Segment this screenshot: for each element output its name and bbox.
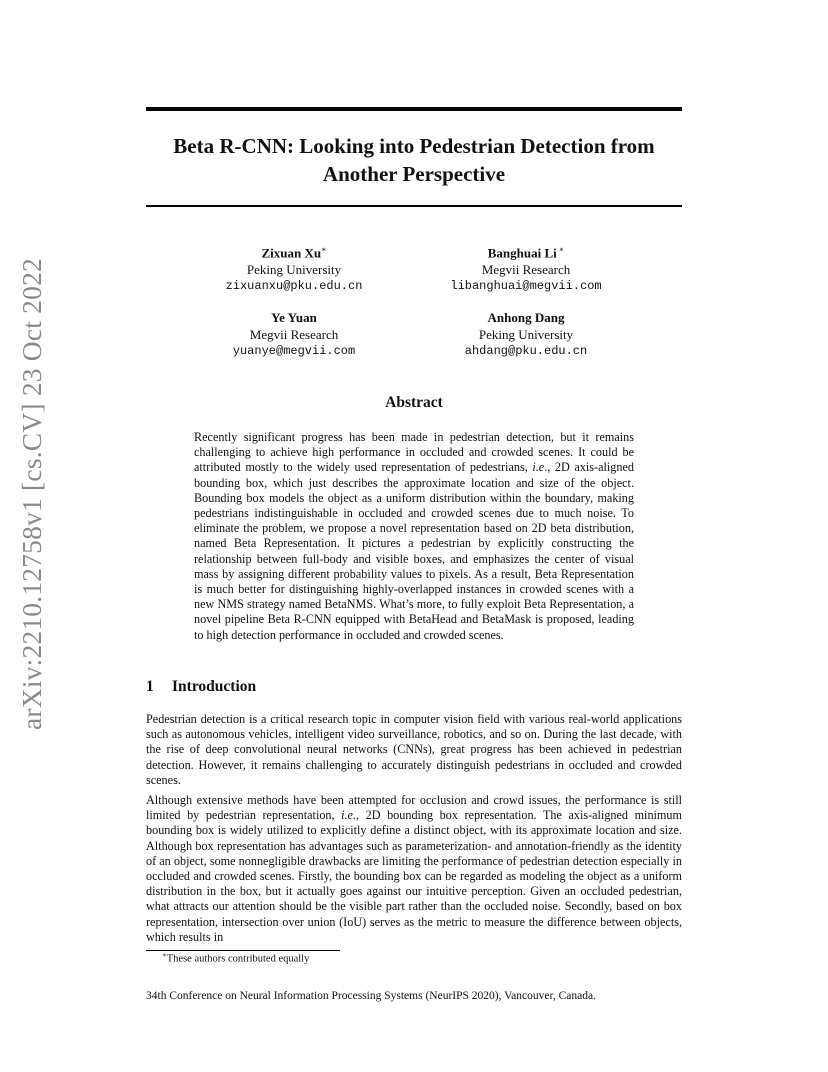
author-affiliation: Peking University [246,261,342,277]
paper-title [146,132,682,188]
author-block [174,310,414,360]
author-block [174,242,414,295]
section-heading [146,678,256,696]
author-mark: ∗ [556,245,565,254]
venue-line: 34th Conference on Neural Information Processing Systems (NeurIPS 2020), Vancouver, Canada. [146,990,596,1002]
intro-paragraph-1: Pedestrian detection is a critical research topic in computer vision field with various real-world applications such as autonomous vehicles, intelligent video surveillance, robotics, and so on. During the last decade, with the rise of deep convolutional neural networks (CNNs), great progress has been achieved in pedestrian detection. However, it remains challenging to accurately distinguish pedestrians in occluded and crowded scenes. [146,712,682,787]
author-email: zixuanxu@pku.edu.cn [225,279,363,294]
intro-ie: i.e. [341,808,357,823]
author-affiliation: Megvii Research [249,326,339,342]
section-number: 1 [146,678,154,695]
footnote-mark: ∗ [162,951,167,959]
author-name: Anhong Dang [487,310,565,325]
author-affiliation: Megvii Research [481,261,571,277]
section-title: Introduction [172,678,257,695]
author-name: Ye Yuan [271,310,317,325]
title-top-rule [146,107,682,111]
title-bottom-rule [146,205,682,207]
author-block [406,242,646,295]
author-email: ahdang@pku.edu.cn [464,344,588,358]
author-block [406,310,646,360]
author-mark: ∗ [321,245,327,254]
arxiv-identifier: arXiv:2210.12758v1 [cs.CV] 23 Oct 2022 [16,258,47,730]
intro-paragraph-2: Although extensive methods have been attempted for occlusion and crowd issues, the performance is still limited by pedestrian representation, i.e., 2D bounding box representation. The axis-aligned minimum bounding box is widely utilized to explicitly define a distinct object, with its approximate location and size. Although box representation has advantages such as parameterization- and annotation-friendly as the identity of an object, some nonnegligible drawbacks are limiting the performance of pedestrian detection especially in occluded and crowded scenes. Firstly, the bounding box can be regarded as modeling the object as a uniform distribution in the box, but it actually goes against our intuitive perception. Given an occluded pedestrian, what attracts our attention should be the visible part rather than the occluded noise. Secondly, based on box representation, intersection over union (IoU) serves as the metric to measure the difference between objects, which results in [146,793,682,944]
abstract-text: Recently significant progress has been made in pedestrian detection, but it remains challenging to achieve high performance in occluded and crowded scenes. It could be attributed mostly to the widely used representation of pedestrians, i.e., 2D axis-aligned bounding box, which just describes the approximate location and size of the object. Bounding box models the object as a uniform distribution within the boundary, making pedestrians indistinguishable in occluded and crowded scenes due to much noise. To eliminate the problem, we propose a novel representation based on 2D beta distribution, named Beta Representation. It pictures a pedestrian by explicitly constructing the relationship between full-body and visible boxes, and emphasizes the center of visual mass by assigning different probability values to pixels. As a result, Beta Representation is much better for distinguishing highly-overlapped instances in crowded scenes with a new NMS strategy named BetaNMS. What’s more, to fully exploit Beta Representation, a novel pipeline Beta R-CNN equipped with BetaHead and BetaMask is proposed, leading to high detection performance in occluded and crowded scenes. [194,430,634,642]
author-name: Banghuai Li ∗ [487,245,565,261]
title-line-2: Another Perspective [322,162,506,186]
author-email: yuanye@megvii.com [232,344,356,358]
author-affiliation: Peking University [478,326,574,342]
title-line-1: Beta R-CNN: Looking into Pedestrian Detection from [173,134,655,158]
footnote-text: These authors contributed equally [166,953,310,965]
abstract-heading: Abstract [385,394,443,411]
footnote [162,951,309,965]
abstract-ie: i.e [532,460,545,475]
author-name: Zixuan Xu∗ [261,245,327,261]
author-email: libanghuai@megvii.com [450,279,602,294]
